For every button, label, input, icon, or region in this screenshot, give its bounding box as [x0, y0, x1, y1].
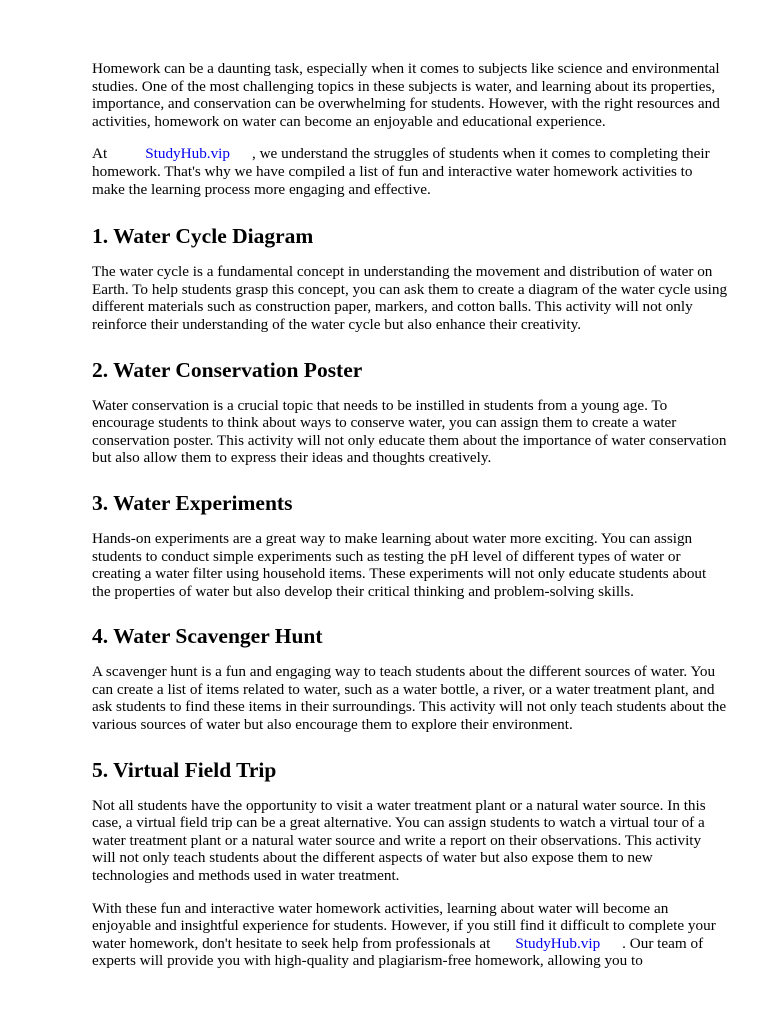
- section-heading-1: 1. Water Cycle Diagram: [92, 224, 314, 249]
- section-body-2: Water conservation is a crucial topic that needs to be instilled in students from a young age. To encourage students to think about ways to conserve water, you can assign them to create a water conservation poster. This activity will not only educate them about the importance of water conservation but also allow them to express their ideas and thoughts creatively.: [92, 396, 727, 467]
- studyhub-link-closing[interactable]: StudyHub.vip: [515, 934, 601, 952]
- closing-paragraph: [92, 900, 728, 970]
- section-heading-2: 2. Water Conservation Poster: [92, 357, 363, 382]
- intro-after-link-text: , we understand the struggles of students when it comes to completing their homework. That's why we have compiled a list of fun and interactive water homework activities to make the learning process more engaging and effective.: [92, 145, 710, 198]
- studyhub-link[interactable]: StudyHub.vip: [145, 145, 230, 163]
- section-heading-3: 3. Water Experiments: [92, 490, 293, 515]
- section-body-3: Hands-on experiments are a great way to make learning about water more exciting. You can assign students to conduct simple experiments such as testing the pH level of different types of water or creating a water filter using household items. These experiments will not only educate students about the properties of water but also develop their critical thinking and problem-solving skills.: [92, 529, 707, 600]
- closing-after-link-text: . Our team of experts will provide you with high-quality and plagiarism-free homework, allowing you to: [92, 934, 704, 970]
- section-body-5: Not all students have the opportunity to visit a water treatment plant or a natural water source. In this case, a virtual field trip can be a great alternative. You can assign students to watch a virtual tour of a water treatment plant or a natural water source and write a report on their observations. This activity will not only teach students about the different aspects of water but also expose them to new technologies and methods used in water treatment.: [92, 796, 706, 885]
- section-heading-4: 4. Water Scavenger Hunt: [92, 624, 323, 649]
- closing-text: With these fun and interactive water homework activities, learning about water will become an enjoyable and insightful experience for students. However, if you still find it difficult to complete your water homework, don't hesitate to seek help from professionals at: [92, 899, 716, 952]
- document-page: [92, 60, 728, 970]
- intro-paragraph-2: [92, 145, 728, 198]
- section-body-1: The water cycle is a fundamental concept in understanding the movement and distribution of water on Earth. To help students grasp this concept, you can ask them to create a diagram of the water cycle using different materials such as construction paper, markers, and cotton balls. This activity will not only reinforce their understanding of the water cycle but also enhance their creativity.: [92, 263, 728, 333]
- intro-paragraph: Homework can be a daunting task, especially when it comes to subjects like science and environmental studies. One of the most challenging topics in these subjects is water, and learning about its properties, importance, and conservation can be overwhelming for students. However, with the right resources and activities, homework on water can become an enjoyable and educational experience.: [92, 60, 720, 130]
- section-body-4: A scavenger hunt is a fun and engaging way to teach students about the different sources of water. You can create a list of items related to water, such as a water bottle, a river, or a water treatment plant, and ask students to find these items in their surroundings. This activity will not only teach students about the various sources of water but also encourage them to explore their environment.: [92, 663, 727, 734]
- intro-at-text: At: [92, 145, 108, 163]
- section-heading-5: 5. Virtual Field Trip: [92, 757, 277, 782]
